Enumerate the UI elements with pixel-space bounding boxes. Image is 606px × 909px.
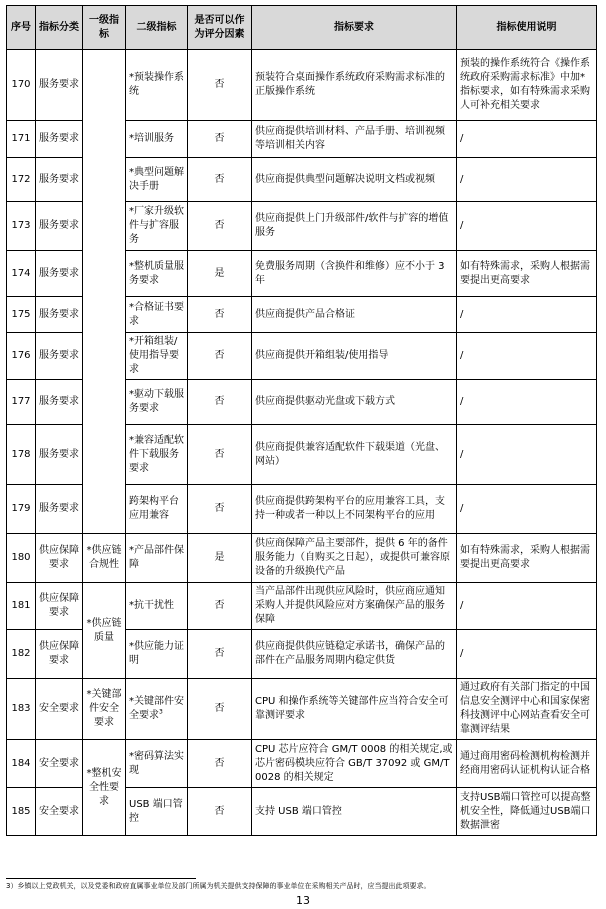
- row-requirement: 供应商提供开箱组装/使用指导: [252, 333, 457, 380]
- row-seq: 180: [7, 534, 36, 583]
- level1-empty-cell: [83, 50, 126, 534]
- row-scored: 否: [188, 297, 252, 333]
- row-level2: USB 端口管控: [126, 788, 188, 836]
- row-usage: /: [457, 333, 597, 380]
- row-scored: 否: [188, 630, 252, 679]
- row-category: 供应保障要求: [36, 583, 83, 630]
- row-level2: *合格证书要求: [126, 297, 188, 333]
- row-category: 安全要求: [36, 740, 83, 788]
- row-scored: 是: [188, 251, 252, 297]
- row-seq: 181: [7, 583, 36, 630]
- row-requirement: 供应商提供产品合格证: [252, 297, 457, 333]
- row-seq: 172: [7, 158, 36, 202]
- row-usage: /: [457, 202, 597, 251]
- row-requirement: 供应商提供培训材料、产品手册、培训视频等培训相关内容: [252, 121, 457, 158]
- footnote-divider: [6, 878, 196, 879]
- row-category: 服务要求: [36, 380, 83, 425]
- header-requirement: 指标要求: [252, 6, 457, 50]
- row-category: 服务要求: [36, 485, 83, 534]
- row-usage: 如有特殊需求，采购人根据需要提出更高要求: [457, 534, 597, 583]
- header-usage: 指标使用说明: [457, 6, 597, 50]
- row-level2: *驱动下载服务要求: [126, 380, 188, 425]
- row-scored: 是: [188, 534, 252, 583]
- row-usage: 通过商用密码检测机构检测并经商用密码认证机构认证合格: [457, 740, 597, 788]
- footnote-marker: 3: [159, 708, 163, 716]
- row-requirement: 预装符合桌面操作系统政府采购需求标准的正版操作系统: [252, 50, 457, 121]
- row-category: 服务要求: [36, 50, 83, 121]
- row-level2: *供应能力证明: [126, 630, 188, 679]
- table-row: [7, 583, 597, 630]
- row-level2: *整机质量服务要求: [126, 251, 188, 297]
- row-scored: 否: [188, 121, 252, 158]
- row-category: 服务要求: [36, 333, 83, 380]
- row-usage: /: [457, 425, 597, 485]
- row-scored: 否: [188, 679, 252, 740]
- row-level2: *预装操作系统: [126, 50, 188, 121]
- row-requirement: 供应商提供上门升级部件/软件与扩容的增值服务: [252, 202, 457, 251]
- header-level2: 二级指标: [126, 6, 188, 50]
- level1-chain-quality: *供应链质量: [83, 583, 126, 679]
- row-seq: 177: [7, 380, 36, 425]
- row-level2: *开箱组装/使用指导要求: [126, 333, 188, 380]
- row-seq: 171: [7, 121, 36, 158]
- row-requirement: 供应商提供兼容适配软件下载渠道（光盘、网站）: [252, 425, 457, 485]
- row-category: 服务要求: [36, 121, 83, 158]
- row-requirement: 当产品部件出现供应风险时，供应商应通知采购人并提供风险应对方案确保产品的服务保障: [252, 583, 457, 630]
- row-category: 供应保障要求: [36, 534, 83, 583]
- row-seq: 184: [7, 740, 36, 788]
- header-scored: 是否可以作为评分因素: [188, 6, 252, 50]
- row-usage: /: [457, 583, 597, 630]
- row-requirement: 供应商提供驱动光盘或下载方式: [252, 380, 457, 425]
- row-level2: *兼容适配软件下载服务要求: [126, 425, 188, 485]
- row-usage: 通过政府有关部门指定的中国信息安全测评中心和国家保密科技测评中心网站查看安全可靠测评结果: [457, 679, 597, 740]
- table-row: [7, 740, 597, 788]
- row-usage: /: [457, 158, 597, 202]
- row-requirement: 供应商提供跨架构平台的应用兼容工具，支持一种或者一种以上不同架构平台的应用: [252, 485, 457, 534]
- row-usage: 如有特殊需求，采购人根据需要提出更高要求: [457, 251, 597, 297]
- header-category: 指标分类: [36, 6, 83, 50]
- table-header-row: [7, 6, 597, 50]
- row-usage: /: [457, 380, 597, 425]
- row-seq: 183: [7, 679, 36, 740]
- row-scored: 否: [188, 425, 252, 485]
- row-usage: /: [457, 485, 597, 534]
- row-level2: *抗干扰性: [126, 583, 188, 630]
- footnote-text: 3）乡镇以上党政机关，以及党委和政府直属事业单位及部门所属为机关提供支持保障的事业单位在采购相关产品时，应当提出此项要求。: [6, 882, 431, 890]
- row-seq: 173: [7, 202, 36, 251]
- row-scored: 否: [188, 583, 252, 630]
- table-row: [7, 679, 597, 740]
- row-scored: 否: [188, 380, 252, 425]
- row-seq: 176: [7, 333, 36, 380]
- indicator-table: [6, 5, 597, 836]
- row-category: 服务要求: [36, 297, 83, 333]
- row-scored: 否: [188, 50, 252, 121]
- row-level2: 跨架构平台应用兼容: [126, 485, 188, 534]
- row-requirement: 供应商保障产品主要部件，提供 6 年的备件服务能力（自购买之日起），或提供可兼容原设备的升级换代产品: [252, 534, 457, 583]
- row-level2: *产品部件保障: [126, 534, 188, 583]
- row-scored: 否: [188, 333, 252, 380]
- row-level2: *典型问题解决手册: [126, 158, 188, 202]
- row-seq: 174: [7, 251, 36, 297]
- row-scored: 否: [188, 740, 252, 788]
- row-requirement: 支持 USB 端口管控: [252, 788, 457, 836]
- row-level2: *厂家升级软件与扩容服务: [126, 202, 188, 251]
- table-row: [7, 50, 597, 121]
- row-category: 服务要求: [36, 251, 83, 297]
- row-usage: /: [457, 121, 597, 158]
- row-seq: 185: [7, 788, 36, 836]
- row-seq: 179: [7, 485, 36, 534]
- row-category: 服务要求: [36, 158, 83, 202]
- row-requirement: 免费服务周期（含换件和维修）应不小于 3 年: [252, 251, 457, 297]
- row-scored: 否: [188, 202, 252, 251]
- row-level2: *密码算法实现: [126, 740, 188, 788]
- row-level2: *培训服务: [126, 121, 188, 158]
- row-category: 安全要求: [36, 788, 83, 836]
- row-seq: 178: [7, 425, 36, 485]
- row-scored: 否: [188, 485, 252, 534]
- row-scored: 否: [188, 788, 252, 836]
- row-usage: /: [457, 297, 597, 333]
- row-scored: 否: [188, 158, 252, 202]
- row-usage: 预装的操作系统符合《操作系统政府采购需求标准》中加*指标要求，如有特殊需求采购人可补充相关要求: [457, 50, 597, 121]
- row-usage: 支持USB端口管控可以提高整机安全性，降低通过USB端口数据泄密: [457, 788, 597, 836]
- row-category: 服务要求: [36, 202, 83, 251]
- row-seq: 182: [7, 630, 36, 679]
- row-level2-text: *关键部件安全要求: [129, 696, 184, 721]
- header-level1: 一级指标: [83, 6, 126, 50]
- level1-key-parts-safety: *关键部件安全要求: [83, 679, 126, 740]
- row-requirement: 供应商提供典型问题解决说明文档或视频: [252, 158, 457, 202]
- row-level2: [126, 679, 188, 740]
- row-category: 服务要求: [36, 425, 83, 485]
- level1-chain-regularity: *供应链合规性: [83, 534, 126, 583]
- row-category: 安全要求: [36, 679, 83, 740]
- header-seq: 序号: [7, 6, 36, 50]
- table-row: [7, 534, 597, 583]
- page-number: 13: [296, 894, 310, 907]
- row-usage: /: [457, 630, 597, 679]
- row-seq: 170: [7, 50, 36, 121]
- row-category: 供应保障要求: [36, 630, 83, 679]
- row-requirement: CPU 和操作系统等关键部件应当符合安全可靠测评要求: [252, 679, 457, 740]
- level1-complete-safety: *整机安全性要求: [83, 740, 126, 836]
- row-seq: 175: [7, 297, 36, 333]
- row-requirement: CPU 芯片应符合 GM/T 0008 的相关规定,或芯片密码模块应符合 GB/T 37092 或 GM/T 0028 的相关规定: [252, 740, 457, 788]
- row-requirement: 供应商提供供应链稳定承诺书，确保产品的部件在产品服务周期内稳定供货: [252, 630, 457, 679]
